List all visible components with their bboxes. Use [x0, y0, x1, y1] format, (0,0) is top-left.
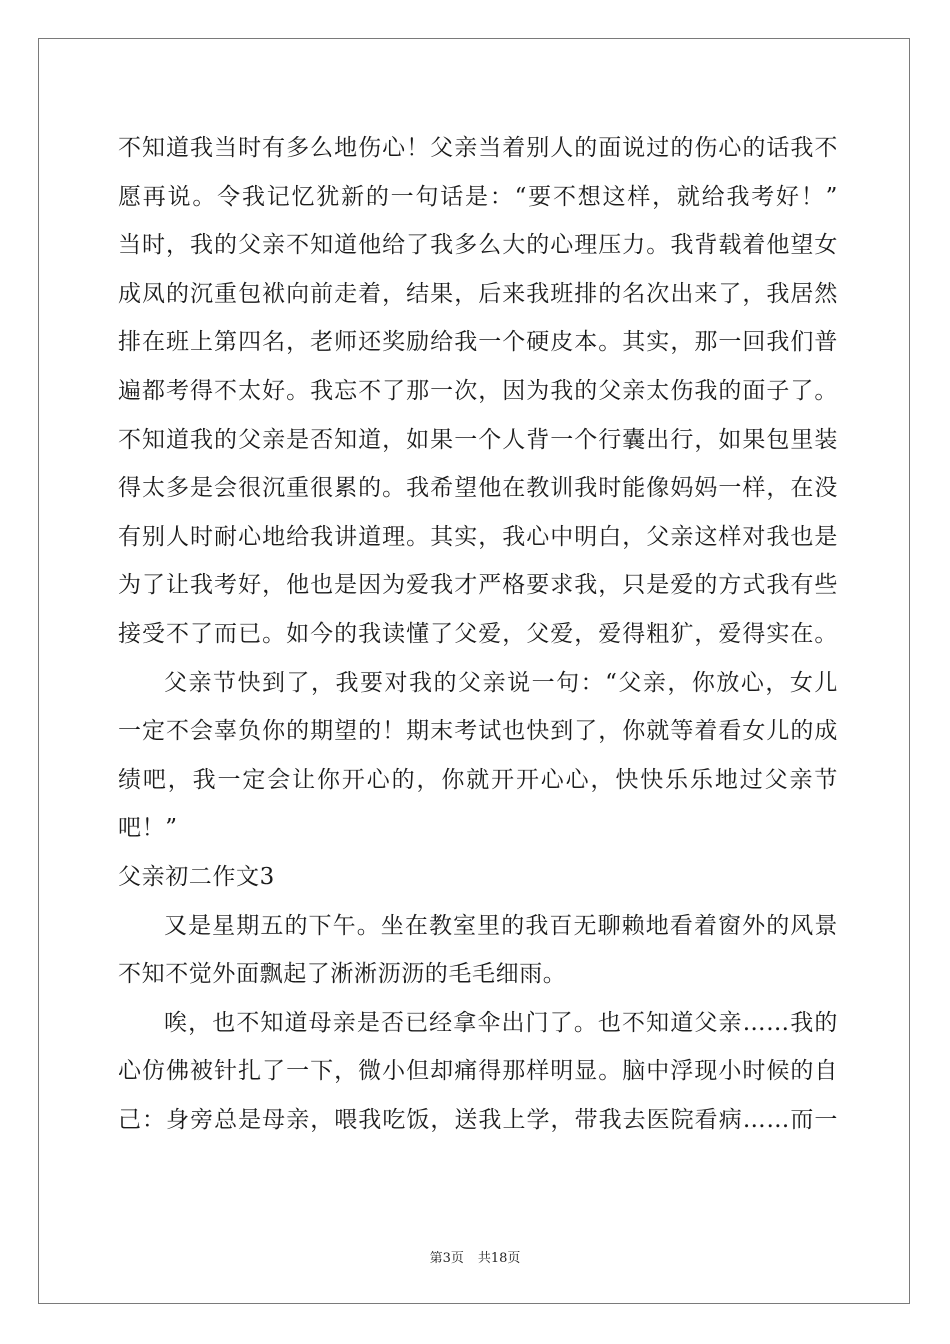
- text-line: 成凤的沉重包袱向前走着，结果，后来我班排的名次出来了，我居然: [118, 280, 838, 307]
- text-line: 己：身旁总是母亲，喂我吃饭，送我上学，带我去医院看病……而一: [118, 1106, 838, 1133]
- text-line: 父亲节快到了，我要对我的父亲说一句：“父亲，你放心，女儿: [164, 669, 838, 696]
- page-footer: [0, 1247, 950, 1266]
- text-line: 吧！”: [118, 815, 178, 842]
- text-line: 不知道我当时有多么地伤心！父亲当着别人的面说过的伤心的话我不: [118, 135, 838, 161]
- document-body: [118, 124, 838, 1144]
- text-line: 为了让我考好，他也是因为爱我才严格要求我，只是爱的方式我有些: [118, 572, 838, 599]
- text-line: 愿再说。令我记忆犹新的一句话是：“要不想这样，就给我考好！”: [118, 183, 838, 210]
- text-line: 一定不会辜负你的期望的！期末考试也快到了，你就等着看女儿的成: [118, 718, 838, 745]
- text-line: 接受不了而已。如今的我读懂了父爱，父爱，爱得粗犷，爱得实在。: [118, 620, 838, 647]
- page-total: 共18页: [477, 1251, 521, 1266]
- section-heading: 父亲初二作文3: [118, 863, 275, 890]
- page-number: 第3页: [429, 1251, 464, 1266]
- text-line: 遍都考得不太好。我忘不了那一次，因为我的父亲太伤我的面子了。: [118, 377, 838, 404]
- text-line: 唉，也不知道母亲是否已经拿伞出门了。也不知道父亲……我的: [164, 1009, 838, 1036]
- text-line: 有别人时耐心地给我讲道理。其实，我心中明白，父亲这样对我也是: [118, 523, 838, 550]
- text-line: 绩吧，我一定会让你开心的，你就开开心心，快快乐乐地过父亲节: [118, 766, 838, 793]
- text-line: 当时，我的父亲不知道他给了我多么大的心理压力。我背载着他望女: [118, 232, 838, 259]
- text-line: 得太多是会很沉重很累的。我希望他在教训我时能像妈妈一样，在没: [118, 475, 838, 502]
- text-line: 又是星期五的下午。坐在教室里的我百无聊赖地看着窗外的风景: [164, 912, 838, 939]
- text-line: 不知道我的父亲是否知道，如果一个人背一个行囊出行，如果包里装: [118, 426, 838, 453]
- text-line: 不知不觉外面飘起了淅淅沥沥的毛毛细雨。: [118, 961, 567, 988]
- text-line: 排在班上第四名，老师还奖励给我一个硬皮本。其实，那一回我们普: [118, 329, 838, 356]
- text-line: 心仿佛被针扎了一下，微小但却痛得那样明显。脑中浮现小时候的自: [118, 1058, 838, 1085]
